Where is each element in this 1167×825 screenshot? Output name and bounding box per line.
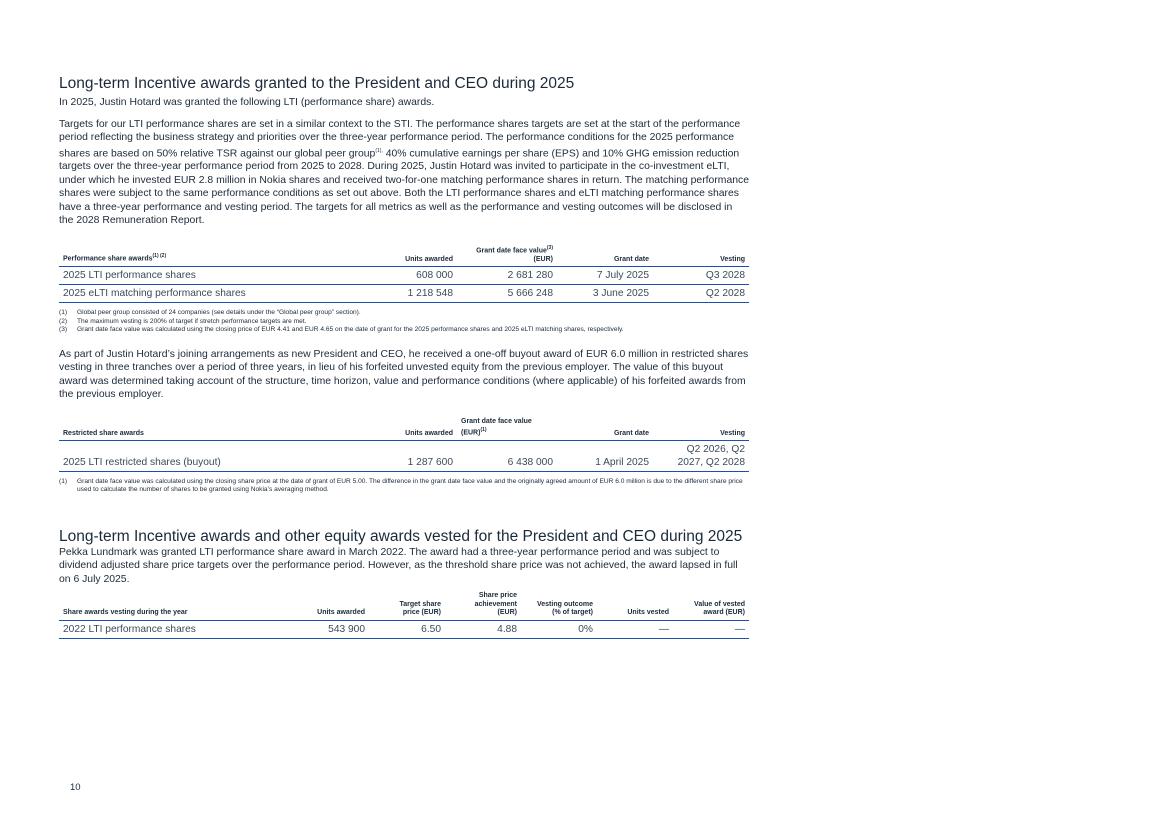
table-row: 2025 LTI performance shares 608 000 2 681 280 7 July 2025 Q3 2028 [59,267,749,285]
section-title-granted: Long-term Incentive awards granted to the President and CEO during 2025 [59,75,575,92]
page-content [59,74,749,639]
col-header-units: Units awarded [405,255,453,263]
table-header-row [59,592,749,620]
lti-targets-paragraph: Targets for our LTI performance shares are set in a similar context to the STI. The performance shares targets are set at the start of the performance period reflecting the business strategy and priorities over the three-year performance period. The performance conditions for the 2025 performance shares are based on 50% relative TSR against our global peer group$^{(1),}$ 40% cumulative earnings per share (EPS) and 10% GHG emission reduction targets over the three-year performance period from 2025 to 2028. During 2025, Justin Hotard was invited to participate in the co-investment eLTI, under which he invested EUR 2.8 million in Nokia shares and received two-for-one matching performance shares in return. The matching performance shares were subject to the same performance conditions as set out above. Both the LTI performance shares and eLTI matching performance shares have a three-year performance and vesting period. The targets for all metrics as well as the performance and vesting outcomes will be disclosed in the 2028 Remuneration Report. [59,118,749,227]
col-header-units-vested: Units vested [627,609,669,617]
table-header-row [59,244,749,267]
intro-text: In 2025, Justin Hotard was granted the following LTI (performance share) awards. [59,97,435,108]
col-header-target-price: Target share price (EUR) [399,600,441,617]
page-number: 10 [70,782,81,793]
col-header-award: Performance share awards$^{(1) (2)}$ [63,253,167,263]
col-header-outcome: Vesting outcome (% of target) [536,600,593,617]
table-row: 2022 LTI performance shares 543 900 6.50 4.88 0% — — [59,620,749,638]
footnote: (1) Grant date face value was calculated using the closing share price at the date of grant of EUR 5.00. The difference in the grant date face value and the originally agreed amount of EUR 6.0 million is due to the different share price used to calculate the number of shares to be granted using Nokia’s averaging method. [59,478,743,494]
col-header-award: Restricted share awards [63,429,144,437]
section-title-vested: Long-term Incentive awards and other equity awards vested for the President and CEO during 2025 [59,527,743,545]
footnotes-performance-shares [59,309,749,334]
footnotes-restricted-shares [59,478,749,494]
restricted-share-awards-table [59,418,749,472]
table-header-row [59,418,749,441]
footnote: (2) The maximum vesting is 200% of target if stretch performance targets are met. [59,317,307,325]
performance-share-awards-table [59,244,749,303]
col-header-value: Value of vested award (EUR) [694,600,745,617]
col-header-award: Share awards vesting during the year [63,609,188,617]
table-row: 2025 eLTI matching performance shares 1 218 548 5 666 248 3 June 2025 Q2 2028 [59,285,749,303]
col-header-units: Units awarded [405,429,453,437]
table-row: 2025 LTI restricted shares (buyout) 1 287 600 6 438 000 1 April 2025 Q2 2026, Q2 2027, Q2 2028 [59,441,749,472]
col-header-face-value: Grant date face value (EUR)$^{(1)}$ [461,417,532,437]
col-header-achievement: Share price achievement (EUR) [474,592,517,617]
col-header-vesting: Vesting [720,255,745,263]
buyout-paragraph: As part of Justin Hotard’s joining arrangements as new President and CEO, he received a one-off buyout award of EUR 6.0 million in restricted shares vesting in three tranches over a period of three years, in lieu of his forfeited unvested equity from the previous employer. The value of this buyout award was determined taking account of the structure, time horizon, value and performance conditions (where applicable) of his forfeited awards from the previous employer. [59,348,749,401]
footnote: (1) Global peer group consisted of 24 companies (see details under the “Global peer group” section). [59,309,361,317]
vested-paragraph: Pekka Lundmark was granted LTI performance share award in March 2022. The award had a three-year performance period and was subject to dividend adjusted share price targets over the performance period. However, as the threshold share price was not achieved, the award lapsed in full on 6 July 2025. [59,546,738,585]
col-header-units: Units awarded [317,609,365,617]
vested-share-awards-table [59,592,749,639]
col-header-grant-date: Grant date [613,255,649,263]
vested-awards-section [59,527,749,639]
col-header-vesting: Vesting [720,429,745,437]
col-header-grant-date: Grant date [613,429,649,437]
footnote: (3) Grant date face value was calculated using the closing price of EUR 4.41 and EUR 4.65 on the date of grant for the 2025 performance shares and 2025 eLTI matching shares, respectively. [59,325,624,333]
col-header-face-value: Grant date face value$^{(3)}$ (EUR) [476,244,553,263]
